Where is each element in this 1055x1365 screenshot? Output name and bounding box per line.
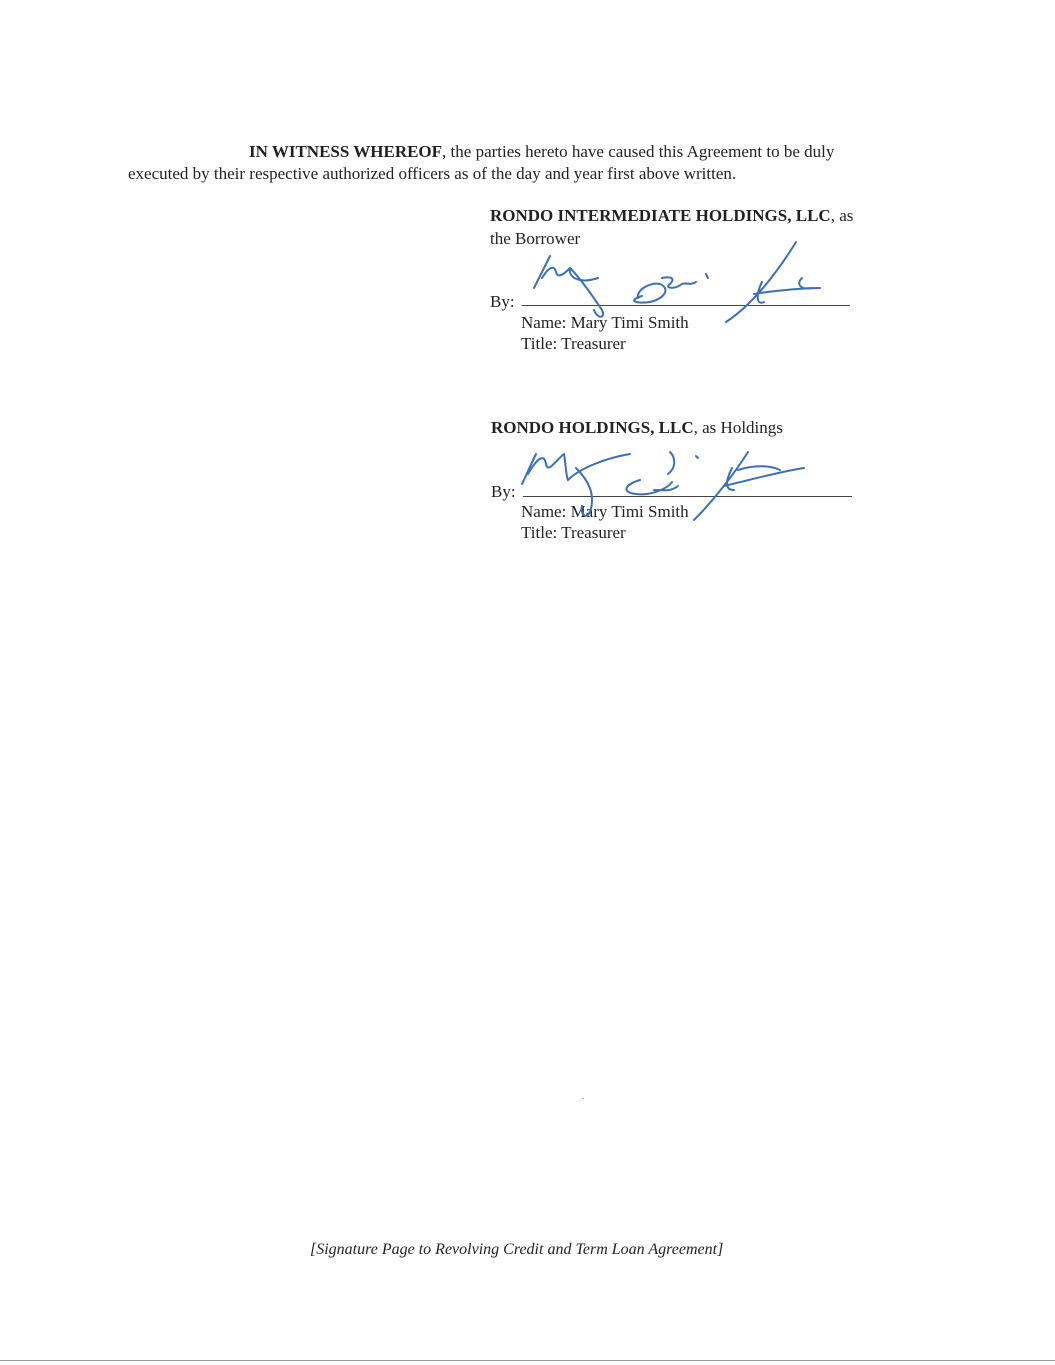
witness-lead: IN WITNESS WHEREOF — [249, 142, 443, 161]
holdings-signer-name: Name: Mary Timi Smith — [521, 502, 689, 521]
witness-line-1 — [249, 143, 834, 160]
witness-line-1-rest: , the parties hereto have caused this Agreement to be duly — [442, 142, 835, 161]
holdings-signer-title: Title: Treasurer — [521, 523, 626, 542]
witness-line-2: executed by their respective authorized officers as of the day and year first above written. — [128, 164, 737, 183]
borrower-entity-suffix: , as — [830, 206, 854, 225]
page-edge — [0, 1360, 1055, 1361]
holdings-entity-suffix: , as Holdings — [693, 418, 783, 437]
borrower-role: the Borrower — [490, 229, 581, 248]
borrower-entity-name: RONDO INTERMEDIATE HOLDINGS, LLC — [490, 206, 831, 225]
borrower-entity-line — [490, 207, 853, 224]
holdings-entity-name: RONDO HOLDINGS, LLC — [491, 418, 694, 437]
borrower-signer-title: Title: Treasurer — [521, 334, 626, 353]
holdings-signature — [510, 440, 820, 530]
holdings-by-label: By: — [491, 482, 516, 501]
borrower-signer-name: Name: Mary Timi Smith — [521, 313, 689, 332]
borrower-by-label: By: — [490, 292, 515, 311]
scan-speck — [582, 1098, 584, 1099]
holdings-entity-line — [491, 419, 783, 436]
borrower-signature — [510, 238, 830, 328]
footer-caption: [Signature Page to Revolving Credit and Term Loan Agreement] — [310, 1241, 724, 1258]
